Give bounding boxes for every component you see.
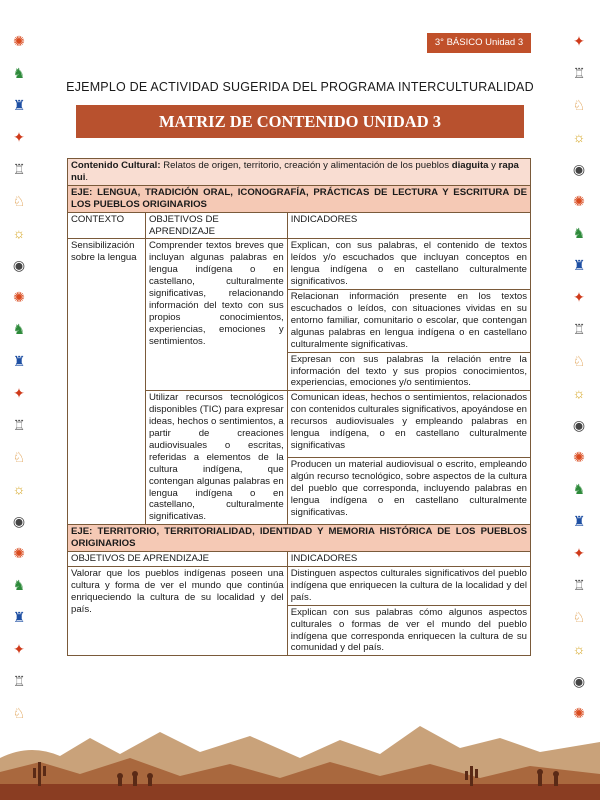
totem-icon: ♖ [572,64,586,81]
star-icon: ✺ [573,704,585,721]
contexto-cell: Sensibilización sobre la lengua [68,239,146,525]
left-decorative-border [8,30,32,734]
pot-icon: ◉ [12,256,26,273]
col-header-contexto: CONTEXTO [68,212,146,239]
sun-icon: ☼ [572,385,586,401]
bird-icon: ♞ [12,320,26,337]
indicador-1-2: Relacionan información presente en los textos escuchados o leídos, con situaciones vividas en su entorno familiar, comunitario o escolar, que contengan algunas palabras en lengua indígena o en castellano culturalmente significativas. [287,290,530,353]
people-rapa-nui: rapa nui [71,160,519,183]
person-icon: ♜ [12,96,26,113]
fox-icon: ✦ [13,384,25,401]
star-icon: ✺ [573,448,585,465]
fox-icon: ✦ [13,640,25,657]
star-icon: ✺ [573,192,585,209]
person-icon: ♜ [12,608,26,625]
eje1-row [68,185,531,212]
totem-icon: ♖ [572,320,586,337]
person-icon: ♜ [572,256,586,273]
fox-icon: ✦ [573,32,585,49]
star-icon: ✺ [13,32,25,49]
eje1-title: EJE: LENGUA, TRADICIÓN ORAL, ICONOGRAFÍA, PRÁCTICAS DE LECTURA Y ESCRITURA DE LOS PUEBLOS ORIGINARIOS [68,185,531,212]
document-title: EJEMPLO DE ACTIVIDAD SUGERIDA DEL PROGRAMA INTERCULTURALIDAD [66,80,534,94]
eje2-title: EJE: TERRITORIO, TERRITORIALIDAD, IDENTIDAD Y MEMORIA HISTÓRICA DE LOS PUEBLOS ORIGINARIOS [68,525,531,552]
sun-icon: ☼ [12,481,26,497]
eje2-objetivo-cell: Valorar que los pueblos indígenas poseen una cultura y forma de ver el mundo que continúa enriqueciendo la cultura de su localidad y del país. [68,567,288,656]
totem-icon: ♖ [12,672,26,689]
totem-icon: ♖ [572,576,586,593]
indicador-2-2: Producen un material audiovisual o escrito, empleando algún recurso tecnológico, sobre aspectos de la cultura del pueblo que corresponda, incluyendo palabras en lengua indígena o en castellano culturalmente significativas. [287,458,530,525]
indicador-2-1: Comunican ideas, hechos o sentimientos, relacionados con contenidos culturales significativos, apoyándose en recursos audiovisuales y empleando palabras en lengua indígena, o en castellano culturalmente significativas [287,391,530,458]
fox-icon: ✦ [13,128,25,145]
cultural-content-text: Relatos de origen, territorio, creación y alimentación de los pueblos [160,160,452,171]
deer-icon: ♘ [572,96,586,113]
cultural-content-label: Contenido Cultural: [71,160,161,171]
sun-icon: ☼ [572,129,586,145]
deer-icon: ♘ [12,448,26,465]
bird-icon: ♞ [572,224,586,241]
sun-icon: ☼ [12,225,26,241]
pot-icon: ◉ [572,672,586,689]
col-header-indicadores: INDICADORES [287,212,530,239]
indicador-1-1: Explican, con sus palabras, el contenido de textos leídos y/o escuchados que incluyan conceptos en lengua indígena o en castellano culturalmente significativos. [287,239,530,290]
landscape-footer-illustration [0,718,600,800]
eje2-indicador-1: Distinguen aspectos culturales significativos del pueblo indígena que enriquecen la cultura de la localidad y del país. [287,567,530,606]
deer-icon: ♘ [12,704,26,721]
objetivo-1-cell: Comprender textos breves que incluyan algunas palabras en lengua indígena o en castellano, culturalmente significativas, relacionando información del texto con sus propios conocimientos, experiencias, emociones y sentimientos. [145,239,287,391]
table-row [68,567,531,606]
cultural-content-conjunction: y [488,160,499,171]
fox-icon: ✦ [573,288,585,305]
eje1-header-row [68,212,531,239]
objetivo-2-cell: Utilizar recursos tecnológicos disponibles (TIC) para expresar ideas, hechos o sentimientos, a partir de creaciones audiovisuales o escritas, referidas a elementos de la cultura indígena, que contengan algunas palabras en lengua indígena o en castellano, culturalmente significativas. [145,391,287,525]
content-matrix-table [67,158,531,656]
pot-icon: ◉ [572,160,586,177]
sun-icon: ☼ [572,641,586,657]
people-diaguita: diaguita [451,160,489,171]
cultural-content-cell [68,159,531,186]
matrix-banner: MATRIZ DE CONTENIDO UNIDAD 3 [76,105,524,138]
pot-icon: ◉ [12,512,26,529]
fox-icon: ✦ [573,544,585,561]
eje2-indicador-2: Explican con sus palabras cómo algunos aspectos culturales o formas de ver el mundo del pueblo indígena que corresponda enriquecen la cultura de su comunidad y del país. [287,605,530,656]
person-icon: ♜ [572,512,586,529]
star-icon: ✺ [13,544,25,561]
bird-icon: ♞ [572,480,586,497]
person-icon: ♜ [12,352,26,369]
bird-icon: ♞ [12,64,26,81]
indicador-1-3: Expresan con sus palabras la relación entre la información del texto y sus propios conocimientos, experiencias, emociones y/o sentimientos. [287,352,530,391]
totem-icon: ♖ [12,416,26,433]
right-decorative-border [568,30,592,734]
cultural-content-end: . [85,171,89,183]
col-header-objetivos: OBJETIVOS DE APRENDIZAJE [145,212,287,239]
eje2-col-header-objetivos: OBJETIVOS DE APRENDIZAJE [68,552,288,567]
eje2-header-row [68,552,531,567]
content-row [68,159,531,186]
star-icon: ✺ [13,288,25,305]
grade-unit-badge: 3° BÁSICO Unidad 3 [427,33,531,53]
deer-icon: ♘ [12,192,26,209]
eje2-col-header-indicadores: INDICADORES [287,552,530,567]
totem-icon: ♖ [12,160,26,177]
deer-icon: ♘ [572,352,586,369]
eje2-row [68,525,531,552]
bird-icon: ♞ [12,576,26,593]
deer-icon: ♘ [572,608,586,625]
table-row [68,239,531,290]
pot-icon: ◉ [572,416,586,433]
